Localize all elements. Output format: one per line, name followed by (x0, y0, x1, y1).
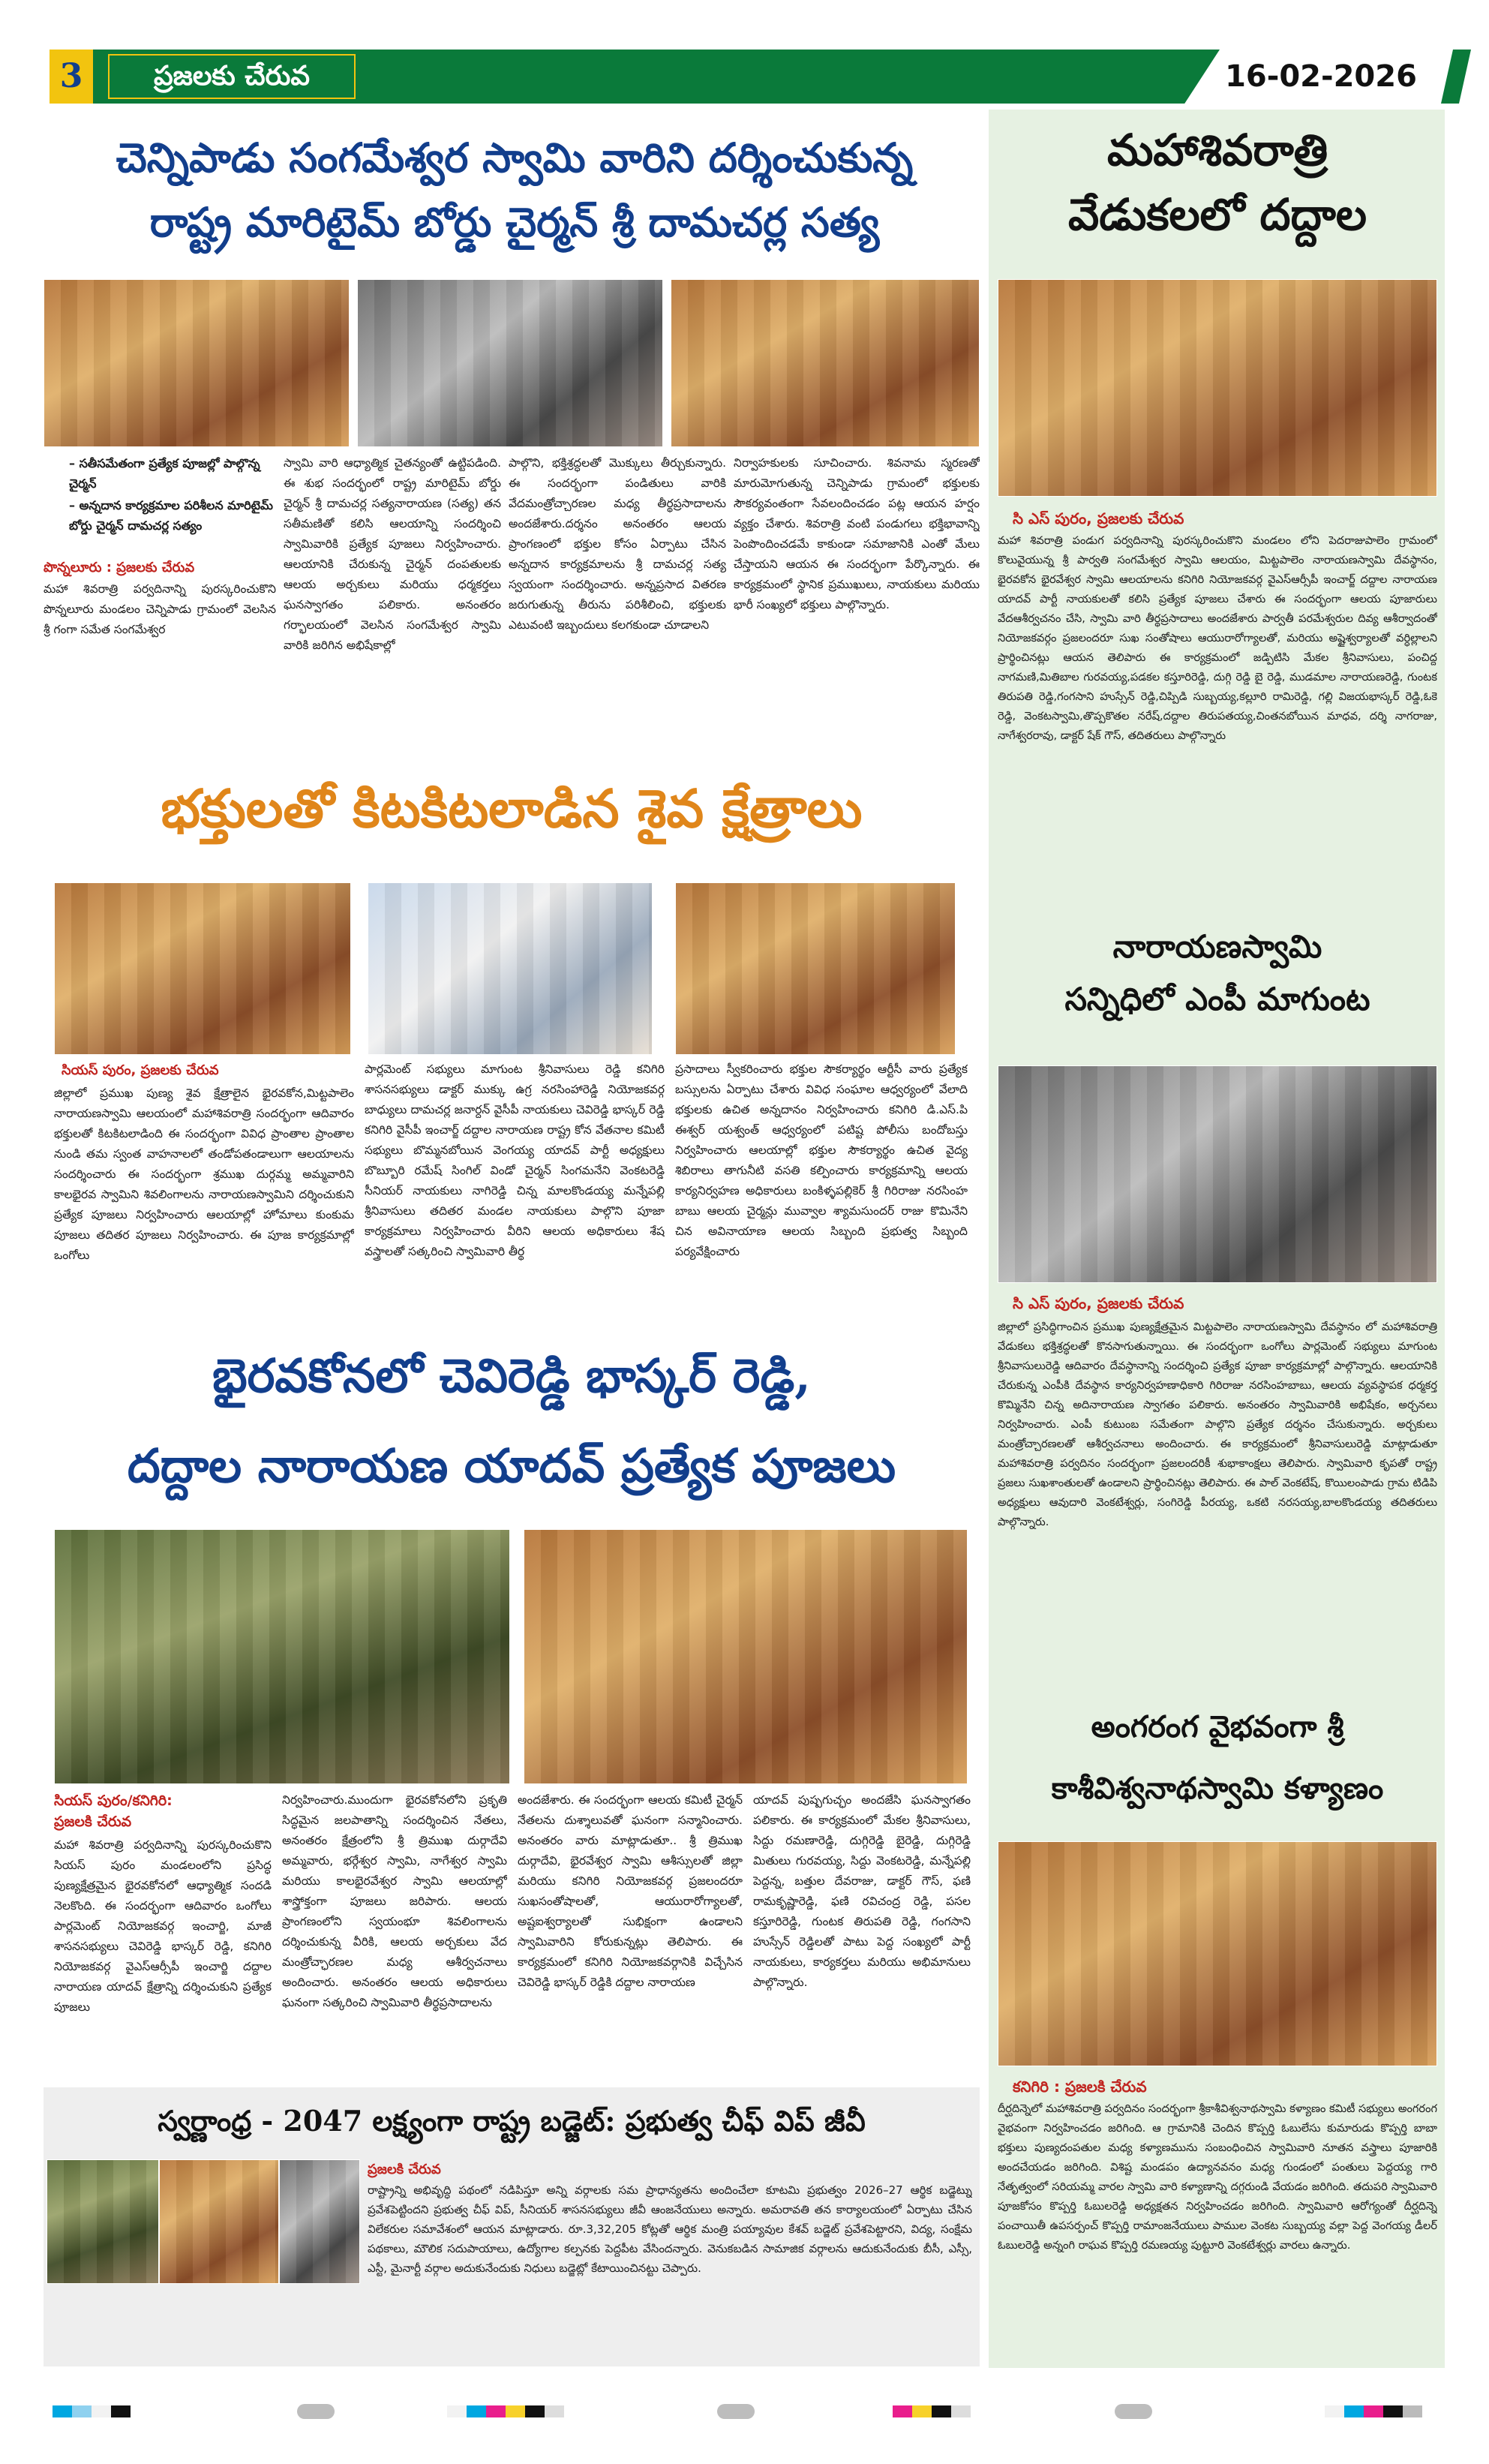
sidebar-box2-photo (998, 1065, 1437, 1283)
header-green-tail (1441, 50, 1471, 104)
registration-pill-2 (717, 2404, 755, 2419)
story2-photo-3 (675, 882, 956, 1055)
story3-headline-1: భైరవకోనలో చెవిరెడ్డి భాస్కర్ రెడ్డి, (212, 1348, 811, 1403)
story1-col3: పాల్గొని, భక్తిశ్రద్ధలతో మొక్కులు తీర్చుకున్నారు. ఈ సందర్భంగా పండితులు వారికి వేదమంత్రోచ్చారణల మధ్య తీర్థప్రసాదాలను అందజేశారు.దర్శనం అనంతరం ఆలయ ప్రాంగణంలో భక్తుల కోసం ఏర్పాటు చేసిన అన్నదాన కార్యక్రమాలను శ్రీ దామచర్ల సత్య స్వయంగా సందర్శించారు. అన్నప్రసాద వితరణ జరుగుతున్న తీరును పరిశీలించి, భక్తులకు ఎటువంటి ఇబ్బందులు కలగకుండా చూడాలని (509, 456, 726, 632)
registration-marks-4 (1325, 2405, 1422, 2417)
story2-col2: పార్లమెంట్ సభ్యులు మాగుంట శ్రీనివాసులు రెడ్డి కనిగిరి శాసనసభ్యులు డాక్టర్ ముక్కు ఉగ్ర నరసింహారెడ్డి నియోజకవర్గ బాధ్యులు దామచర్ల జనార్దన్ వైసీపీ నాయకులు చెవిరెడ్డి భాస్కర్ రెడ్డి కనిగిరి వైసీపీ ఇంచార్జ్ దద్దాల నారాయణ రాష్ట్ర కోన వేతనాల కమిటీ సభ్యులు బొమ్మనబోయిన వెంగయ్య యాదవ్ పార్టీ అధ్యక్షులు బొబ్బూరి రమేష్ సింగిల్ విండో చైర్మన్ సింగమనేని వెంకటరెడ్డి సీనియర్ నాయకులు నాగిరెడ్డి చిన్న మాలకొండయ్య మన్నేపల్లి శ్రీనివాసులు తదితర మండల నాయకులు పాల్గొని పూజా కార్యక్రమాలు నిర్వహించారు వీరిని ఆలయ అధికారులు శేష వస్త్రాలతో సత్కరించి స్వామివారి తీర్థ (365, 1062, 665, 1258)
story1-photo-1 (44, 279, 350, 447)
sidebar-box3-photo (998, 1841, 1437, 2066)
story2-headline: భక్తులతో కిటకిటలాడిన శైవ క్షేత్రాలు (161, 777, 863, 840)
registration-pill-1 (297, 2404, 335, 2419)
story3-dateline-1: సియస్ పురం/కనిగిరి: (54, 1792, 173, 1809)
story3-photo-2 (524, 1529, 968, 1784)
page-date: 16-02-2026 (1225, 59, 1417, 94)
sidebar-box3-headline-1: అంగరంగ వైభవంగా శ్రీ (1091, 1709, 1344, 1744)
story2-dateline: సియస్ పురం, ప్రజలకు చేరువ (62, 1062, 219, 1078)
story1-highlight-1: – సతీసమేతంగా ప్రత్యేక పూజల్లో పాల్గొన్న చైర్మన్ (69, 456, 260, 491)
sidebar-box1-photo (998, 279, 1437, 497)
story4-photo-1 (47, 2159, 159, 2284)
story1-col2: స్వామి వారి ఆధ్యాత్మిక చైతన్యంతో ఉట్టిపడింది. ఈ శుభ సందర్భంలో రాష్ట్ర మారిటైమ్ బోర్డు చైర్మన్ శ్రీ దామచర్ల సత్యనారాయణ (సత్య) తన సతీమణితో కలిసి ఆలయాన్ని సందర్శించి స్వామివారికి ప్రత్యేక పూజలు నిర్వహించారు. ఆలయానికి చేరుకున్న చైర్మన్ దంపతులకు ఆలయ అర్చకులు మరియు ధర్మకర్తలు ఘనస్వాగతం పలికారు. అనంతరం గర్భాలయంలో వెలసిన సంగమేశ్వర స్వామి వారికి జరిగిన అభిషేకాల్లో (284, 456, 501, 652)
sidebar-box3-headline-2: కాశీవిశ్వనాథస్వామి కళ్యాణం (1051, 1771, 1384, 1806)
sidebar-box1-headline-2: వేడుకలలో దద్దాల (1068, 189, 1367, 240)
sidebar-box2-dateline: సి ఎస్ పురం, ప్రజలకు చేరువ (1013, 1294, 1184, 1312)
registration-marks-2 (447, 2405, 564, 2417)
page-number-badge: 3 (50, 50, 93, 104)
story2-col1: జిల్లాలో ప్రముఖ పుణ్య శైవ క్షేత్రాలైన భైరవకోన,మిట్టపాలెం నారాయణస్వామి ఆలయంలో మహాశివరాత్రి సందర్భంగా ఆదివారం భక్తులతో కిటకిటలాడింది ఈ సందర్భంగా వివిధ ప్రాంతాల ప్రాంతాల నుండి తమ స్వంత వాహనాలలో తండోపతండాలుగా ఆలయాలను సందర్శించారు ఈ సందర్భంగా శ్రముఖ దుర్గమ్మ అమ్మవారిని కాలభైరవ స్వామిని శివలింగాలను నారాయణస్వామిని దర్శించుకుని ప్రత్యేక పూజలు నిర్వహించారు ఆలయాల్లో హోమాలు కుంకుమ పూజలు తదితర పూజలు నిర్వహించారు. ఈ పూజ కార్యక్రమాల్లో ఒంగోలు (54, 1086, 354, 1262)
sidebar-box2-body: జిల్లాలో ప్రసిద్ధిగాంచిన ప్రముఖ పుణ్యక్షేత్రమైన మిట్టపాలెం నారాయణస్వామి దేవస్థానం లో మహాశివరాత్రి వేడుకలు భక్తిశ్రద్ధలతో కొనసాగుతున్నాయి. ఈ సందర్భంగా ఒంగోలు పార్లమెంట్ సభ్యులు మాగుంట శ్రీనివాసులురెడ్డి ఆదివారం దేవస్థానాన్ని సందర్శించి ప్రత్యేక పూజా కార్యక్రమాల్లో పాల్గొన్నారు. ఆలయానికి చేరుకున్న ఎంపీకి దేవస్థాన కార్యనిర్వహణాధికారి గిరిరాజు నరసింహబాబు, ఆలయ వ్యవస్థాపక ధర్మకర్త కొమ్మినేని చిన్న అదినారాయణ స్వాగతం పలికారు. అనంతరం స్వామివారికి అభిషేకం, అర్చనలు నిర్వహించారు. ఎంపీ కుటుంబ సమేతంగా పాల్గొని ప్రత్యేక దర్శనం చేసుకున్నారు. అర్చకులు మంత్రోచ్చారణలతో ఆశీర్వచనాలు అందించారు. ఈ కార్యక్రమంలో శ్రీనివాసులురెడ్డి మాట్లాడుతూ మహాశివరాత్రి పర్వదినం సందర్భంగా ప్రజలందరికీ శుభాకాంక్షలు తెలిపారు. స్వామివారి కృపతో రాష్ట్ర ప్రజలు సుఖశాంతులతో ఉండాలని ప్రార్థించినట్లు తెలిపారు. ఈ పాల్ వెంకటేష్, కొయిలంపాడు గ్రామ టిడిపి అధ్యక్షులు ఆవుదారి వెంకటేశ్వర్లు, సంగిరెడ్డి పీరయ్య, ఒకటి నరసయ్య,బాలకొండయ్య తదితరులు పాల్గొన్నారు. (998, 1321, 1437, 1528)
sidebar-box1-headline-1: మహాశివరాత్రి (1106, 125, 1328, 176)
story2-photo-1 (54, 882, 351, 1055)
story3-col3: అందజేశారు. ఈ సందర్భంగా ఆలయ కమిటీ చైర్మన్ నేతలను దుశ్శాలువతో ఘనంగా సన్మానించారు. అనంతరం వారు మాట్లాడుతూ.. శ్రీ త్రిముఖ దుర్గాదేవి, భైరవేశ్వర స్వామి ఆశీస్సులతో జిల్లా మరియు కనిగిరి నియోజకవర్గ ప్రజలందరూ సుఖసంతోషాలతో, ఆయురారోగ్యాలతో, అష్టఐశ్వర్యాలతో సుభిక్షంగా ఉండాలని స్వామివారిని కోరుకున్నట్లు తెలిపారు. ఈ కార్యక్రమంలో కనిగిరి నియోజకవర్గానికి విచ్చేసిన చెవిరెడ్డి భాస్కర్ రెడ్డికి దద్దాల నారాయణ (518, 1793, 743, 1989)
story1-headline-2: రాష్ట్ర మారిటైమ్ బోర్డు చైర్మన్ శ్రీ దామచర్ల సత్య (149, 198, 880, 246)
story2-col3: ప్రసాదాలు స్వీకరించారు భక్తుల సౌకర్యార్థం ఆర్టీసీ వారు ప్రత్యేక బస్సులను ఏర్పాటు చేశారు వివిధ సంఘాల ఆధ్వర్యంలో వేలాది భక్తులకు ఉచిత అన్నదానం నిర్వహించారు కనిగిరి డి.ఎస్.పి ఈశ్వర్ యశ్వంత్ ఆధ్వర్యంలో పటిష్ట పోలీసు బందోబస్తు నిర్వహించారు ఆలయాల్లో భక్తుల సౌకర్యార్థం ఉచిత వైద్య శిబిరాలు తాగునీటి వసతి కల్పించారు కార్యక్రమాన్ని ఆలయ కార్యనిర్వహణ అధికారులు బంకిళ్ళపల్లికెర్ శ్రీ గిరిరాజు నరసింహ బాబు ఆలయ చైర్మన్లు మువ్వాల శ్యామసుందర్ రాజు కొమినేని చిన అవినాయాణ ఆలయ సిబ్బంది ప్రభుత్వ సిబ్బంది పర్యవేక్షించారు (675, 1062, 968, 1258)
registration-marks-1 (53, 2405, 131, 2417)
story4-body: రాష్ట్రాన్ని అభివృద్ధి పథంలో నడిపిస్తూ అన్ని వర్గాలకు సమ ప్రాధాన్యతను అందించేలా కూటమి ప్రభుత్వం 2026–27 ఆర్థిక బడ్జెట్ను ప్రవేశపెట్టిందని ప్రభుత్వ చీఫ్ విప్, సీనియర్ శాసనసభ్యులు జీవీ ఆంజనేయులు అన్నారు. అమరావతి తన కార్యాలయంలో ఏర్పాటు చేసిన విలేకరుల సమావేశంలో ఆయన మాట్లాడారు. రూ.3,32,205 కోట్లతో ఆర్థిక మంత్రి పయ్యావుల కేశవ్ బడ్జెట్ ప్రవేశపెట్టారని, విద్య, సంక్షేమ పథకాలు, మౌలిక సదుపాయాలు, ఉద్యోగాల కల్పనకు పెద్దపీట వేసిందన్నారు. వెనుకబడిన సామాజిక వర్గాలను ఆదుకునేందుకు బీసీ, ఎస్సీ, ఎస్టీ, మైనార్టీ వర్గాల అదుకునేందుకు నిధులు బడ్జెట్లో కేటాయించినట్టు చెప్పారు. (368, 2183, 972, 2275)
sidebar-box3-body: దీర్ఘదిన్నెలో మహాశివరాత్రి పర్వదినం సందర్భంగా శ్రీకాశీవిశ్వనాథస్వామి కళ్యాణం కమిటీ సభ్యులు అంగరంగ వైభవంగా నిర్వహించడం జరిగింది. ఆ గ్రామానికి చెందిన కొప్పర్తి ఓబులేసు కుమారుడు కొప్పర్తి బాబా భక్తులు పుణ్యదంపతుల మధ్య కళ్యాణమును సంబంధించిన స్వామివారి నూతన వస్త్రాలు పూజారికి అందచేయడం జరిగింది. విశిష్ట మండపం ఉద్యానవనం మధ్య గుండంలో పంతులు పెద్దయ్య గారి నేతృత్వంలో సరియమ్మ వారల స్వామి వారి కళ్యాణాన్ని దగ్గరుండి వేయడం జరిగింది. తదుపరి స్వామివారి పూజకోసం కొప్పర్తి ఓబులరెడ్డి అధ్యక్షతన నిర్వహించడం జరిగింది. స్వామివారి ఆరోగ్యంతో దీర్ఘదిన్నె పంచాయితీ ఉపసర్పంచ్ కొప్పర్తి రామాంజనేయులు పాముల వెంకట సుబ్బయ్య వల్లా పెద్ద వెంగయ్య డీలర్ ఓబులరెడ్డి అన్నంగి రాఘవ కొప్పర్తి రమణయ్య పుట్టూరి వెంకటేశ్వర్లు వారలు ఉన్నారు. (998, 2102, 1437, 2252)
story4-photo-2 (159, 2159, 279, 2284)
registration-pill-3 (1115, 2404, 1152, 2419)
header-bar (50, 50, 1445, 104)
story1-col1: మహా శివరాత్రి పర్వదినాన్ని పురస్కరించుకొని పొన్నలూరు మండలం చెన్నిపాడు గ్రామంలో వెలసిన శ్రీ గంగా సమేత సంగమేశ్వర (44, 582, 276, 636)
story2-photo-2 (368, 882, 653, 1055)
registration-marks-3 (893, 2405, 971, 2417)
story3-dateline-2: ప్రజలకి చేరువ (54, 1813, 132, 1830)
sidebar-box2-headline-1: నారాయణస్వామి (1112, 928, 1322, 965)
story4-dateline: ప్రజలకి చేరువ (368, 2162, 441, 2177)
story1-photo-2 (357, 279, 663, 447)
story3-photo-1 (54, 1529, 510, 1784)
story4-photo-3 (279, 2159, 360, 2284)
sidebar-box3-dateline: కనిగిరి : ప్రజలకి చేరువ (1013, 2078, 1147, 2096)
story3-col2: నిర్వహించారు.ముందుగా భైరవకోనలోని ప్రకృతి సిద్ధమైన జలపాతాన్ని సందర్శించిన నేతలు, అనంతరం క్షేత్రంలోని శ్రీ త్రిముఖ దుర్గాదేవి అమ్మవారు, భర్గేశ్వర స్వామి, నాగేశ్వర స్వామి మరియు కాలభైరవేశ్వర స్వామి ఆలయాల్లో శాస్త్రోక్తంగా పూజలు జరిపారు. ఆలయ ప్రాంగణంలోని స్వయంభూ శివలింగాలను దర్శించుకున్న వీరికి, ఆలయ అర్చకులు వేద మంత్రోచ్ఛారణల మధ్య ఆశీర్వచనాలు అందించారు. అనంతరం ఆలయ అధికారులు ఘనంగా సత్కరించి స్వామివారి తీర్థప్రసాదాలను (282, 1793, 507, 2009)
story1-headline-1: చెన్నిపాడు సంగమేశ్వర స్వామి వారిని దర్శించుకున్న (116, 134, 914, 182)
story3-col4: యాదవ్ పుష్పగుచ్ఛం అందజేసి ఘనస్వాగతం పలికారు. ఈ కార్యక్రమంలో మేకల శ్రీనివాసులు, సిద్దు రమణారెడ్డి, దుగ్గిరెడ్డి బైరెడ్డి, దుగ్గిరెడ్డి మితులు గురవయ్య, సిద్దు వెంకటరెడ్డి, మన్నేపల్లి పెద్దన్న, బత్తుల దేవరాజు, డాక్టర్ గౌస్, ఫణి రామకృష్ణారెడ్డి, ఫణి రవిచంద్ర రెడ్డి, పసల కస్తూరిరెడ్డి, గుంటక తిరుపతి రెడ్డి, గంగసాని హుస్సేన్ రెడ్డిలతో పాటు పెద్ద సంఖ్యలో పార్టీ నాయకులు, కార్యకర్తలు మరియు అభిమానులు పాల్గొన్నారు. (753, 1793, 971, 1989)
section-title: ప్రజలకు చేరువ (108, 54, 356, 99)
story3-col1: మహా శివరాత్రి పర్వదినాన్ని పురస్కరించుకొని సియస్ పురం మండలంలోని ప్రసిద్ధ పుణ్యక్షేత్రమైన భైరవకోనలో ఆధ్యాత్మిక సందడి నెలకొంది. ఈ సందర్భంగా ఆదివారం ఒంగోలు పార్లమెంట్ నియోజకవర్గ ఇంచార్జి, మాజీ శాసనసభ్యులు చెవిరెడ్డి భాస్కర్ రెడ్డి, కనిగిరి నియోజకవర్గ వైఎస్ఆర్సీపీ ఇంచార్జి దద్దాల నారాయణ యాదవ్ క్షేత్రాన్ని దర్శించుకుని ప్రత్యేక పూజలు (54, 1838, 272, 2014)
story1-col4: నిర్వాహకులకు సూచించారు. శివనామ స్మరణతో మారుమోగుతున్న చెన్నిపాడు గ్రామంలో భక్తులకు సౌకర్యవంతంగా సేవలందించడం పట్ల ఆయన హర్షం వ్యక్తం చేశారు. శివరాత్రి వంటి పండుగలు భక్తిభావాన్ని పెంపొందించడమే కాకుండా సమాజానికి ఎంతో మేలు చేస్తాయని ఆయన ఈ సందర్భంగా పేర్కొన్నారు. ఈ కార్యక్రమంలో స్థానిక ప్రముఖులు, నాయకులు మరియు భారీ సంఖ్యలో భక్తులు పాల్గొన్నారు. (734, 456, 980, 611)
story3-headline-2: దద్దాల నారాయణ యాదవ్ ప్రత్యేక పూజలు (127, 1438, 896, 1493)
story1-dateline: పొన్నలూరు : ప్రజలకు చేరువ (44, 560, 195, 575)
story4-headline: స్వర్ణాంధ్ర - 2047 లక్ష్యంగా రాష్ట్ర బడ్జెట్: ప్రభుత్వ చీఫ్ విప్ జీవీ (158, 2104, 866, 2138)
story1-photo-3 (671, 279, 980, 447)
sidebar-box2-headline-2: సన్నిధిలో ఎంపీ మాగుంట (1064, 981, 1370, 1017)
sidebar-box1-body: మహా శివరాత్రి పండుగ పర్వదినాన్ని పురస్కరించుకొని మండలం లోని పెదరాజుపాలెం గ్రామంలో కొలువైయున్న శ్రీ పార్వతి సంగమేశ్వర స్వామి ఆలయం, మిట్టపాలెం నారాయణస్వామి దేవస్థానం, భైరవకోన భైరవేశ్వర స్వామి ఆలయాలను కనిగిరి నియోజకవర్గ వైఎస్ఆర్సీపీ ఇంచార్జ్ దద్దాల నారాయణ యాదవ్ పార్టీ నాయకులతో కలిసి ప్రత్యేక పూజలు చేశారు ఈ సందర్భంగా ఆలయ పూజారులు వేదఆశీర్వచనం చేసి, స్వామి వారి తీర్థప్రసాదాలు అందజేశారు పార్వతీ పరమేశ్వరుల దివ్య ఆశీర్వాదంతో నియోజకవర్గం ప్రజలందరూ సుఖ సంతోషాలు ఆయురారోగ్యాలతో, మరియు అష్టైశ్వర్యాలతో వర్ధిల్లాలని ప్రార్థించినట్లు ఆయన తెలిపారు ఈ కార్యక్రమంలో జడ్పిటిసి మేకల శ్రీనివాసులు, పంచిద్ద నాగమణి,మితిబాల గురవయ్య,పడకల కస్తూరిరెడ్డి, దుగ్గి రెడ్డి బై రెడ్డి, ముడమాల నారాయణరెడ్డి, గుంటక తిరుపతి రెడ్డి,గంగసాని హుస్సేన్ రెడ్డి,చిప్పిడి సుబ్బయ్య,కల్లూరి రామిరెడ్డి, గల్లి విజయభాస్కర్ రెడ్డి,ఓకె రెడ్డి, వెంకటస్వామి,తొప్పకొతల నరేష్,దద్దాల తిరుపతయ్య,చింతనబోయిన మాధవ, దర్శి నాగరాజు, నాగేశ్వరరావు, డాక్టర్ షేక్ గౌస్, తదితరులు పాల్గొన్నారు (998, 534, 1437, 742)
sidebar-box1-dateline: సి ఎస్ పురం, ప్రజలకు చేరువ (1013, 509, 1184, 527)
story1-highlight-2: – అన్నదాన కార్యక్రమాల పరిశీలన మారిటైమ్ బోర్డు చైర్మన్ దామచర్ల సత్యం (69, 498, 273, 533)
